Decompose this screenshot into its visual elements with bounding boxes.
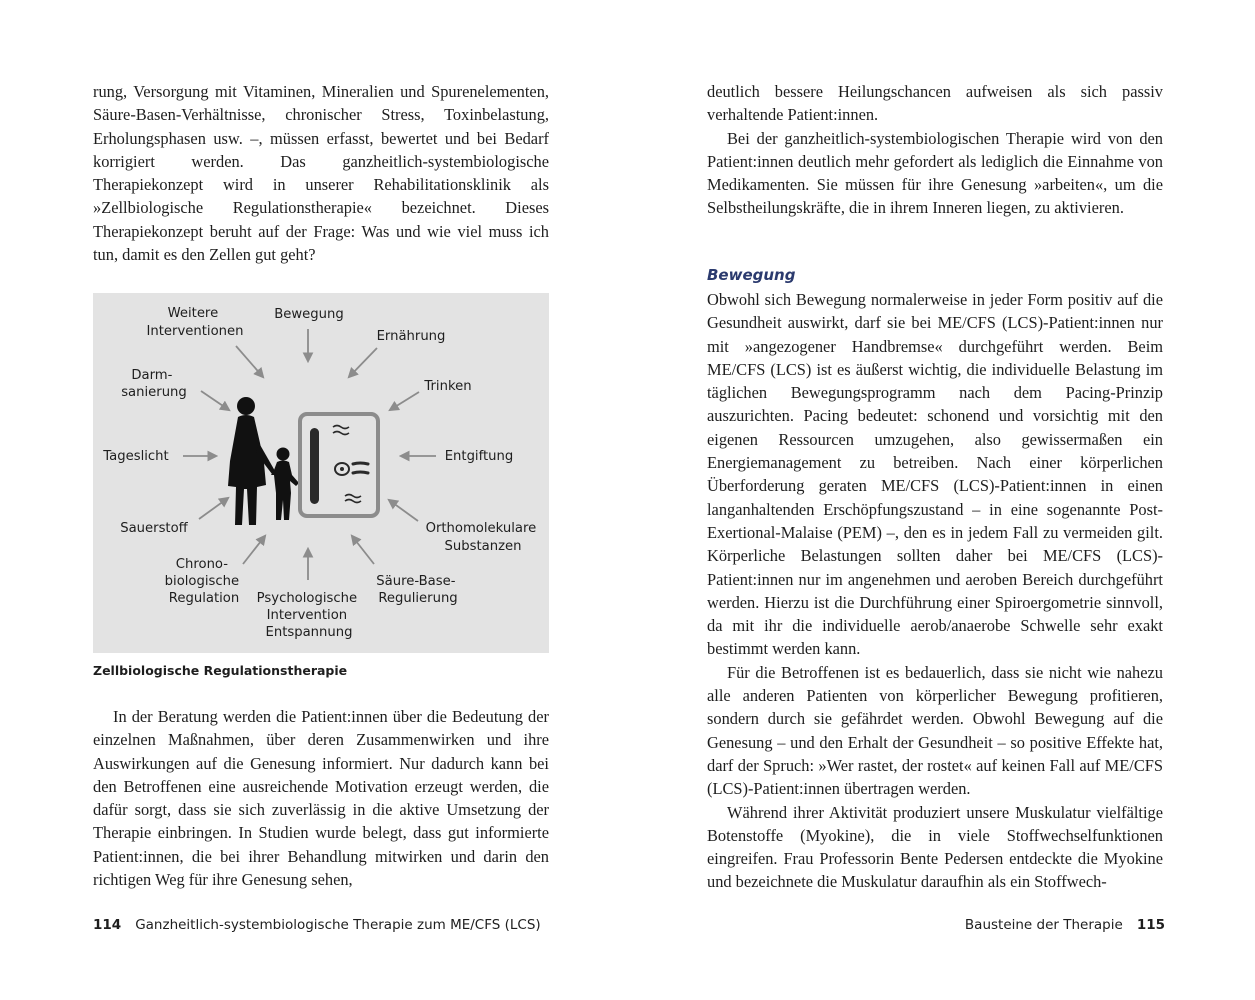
label-darm: Darm- sanierung (121, 368, 187, 400)
right-footer (965, 917, 1165, 933)
figure-svg (93, 293, 549, 653)
right-main-text (707, 288, 1163, 894)
cell-icon (300, 414, 378, 516)
arrow-ernaehrung (349, 348, 377, 377)
arrow-weitere (236, 346, 263, 377)
arrow-ortho (389, 500, 418, 521)
label-ernaehrung: Ernährung (376, 329, 446, 344)
arrow-sauerstoff (199, 498, 228, 519)
section-heading: Bewegung (707, 266, 796, 284)
label-entgiftung: Entgiftung (444, 449, 514, 464)
left-page (0, 0, 627, 1000)
label-saeure: Säure-Base- Regulierung (376, 574, 458, 606)
left-bottom-paragraph: In der Beratung werden die Patient:innen über die Bedeutung der einzelnen Maßnahmen, über deren Zusammenwirken und ihre Auswirkungen auf die Genesung informiert. Nur dadurch kann bei den Betroffenen eine ausreichende Motivation erzeugt werden, die dafür sorgt, dass sie sich zuverlässig in die aktive Umsetzung der Therapie einbringen. In Studien wurde belegt, dass gut informierte Patient:innen, die bei ihrer Behandlung mitwirken und darin den richtigen Weg für ihre Genesung sehen, (93, 707, 549, 890)
left-top-paragraph: rung, Versorgung mit Vitaminen, Mineralien und Spurenelementen, Säure-Basen-Verhältnisse, chronischer Stress, Toxinbelastung, Erholungsphasen usw. –, müssen erfasst, bewertet und bei Bedarf korrigiert werden. Das ganzheitlich-systembiologische Therapiekonzept wird in unserer Rehabilitationsklinik als »Zellbiologische Regulationstherapie« bezeichnet. Dieses Therapiekonzept beruht auf der Frage: Was und wie viel muss ich tun, damit es den Zellen gut geht? (93, 82, 549, 265)
left-running-title: Ganzheitlich-systembiologische Therapie zum ME/CFS (LCS) (135, 917, 541, 933)
left-bottom-text (93, 705, 549, 891)
label-tageslicht: Tageslicht (103, 449, 169, 464)
label-weitere: Weitere Interventionen (146, 306, 244, 339)
label-psycho: Psychologische Intervention Entspannung (256, 591, 358, 640)
arrow-chrono (243, 536, 265, 564)
arrow-trinken (390, 392, 419, 410)
right-page (627, 0, 1255, 1000)
right-top-paragraph-2: Bei der ganzheitlich-systembiologischen Therapie wird von den Patient:innen deutlich mehr gefordert als lediglich die Einnahme von Medikamenten. Sie müssen für ihre Genesung »arbeiten«, um die Selbstheilungskräfte, die in ihrem Inneren liegen, zu aktivieren. (707, 128, 1163, 218)
right-paragraph-3: Während ihrer Aktivität produziert unsere Muskulatur vielfältige Botenstoffe (Myokine), die in viele Stoffwechselfunktionen eingreifen. Frau Professorin Bente Pedersen entdeckte die Myokine und bezeichnete die Muskulatur daraufhin als ein Stoffwech- (707, 802, 1163, 892)
left-page-number: 114 (93, 917, 122, 933)
label-trinken: Trinken (424, 379, 472, 394)
left-footer (93, 917, 541, 933)
left-top-text (93, 80, 549, 266)
arrow-darm (201, 391, 229, 410)
label-ortho: Orthomolekulare Substanzen (425, 521, 537, 554)
right-page-number: 115 (1136, 917, 1165, 933)
right-paragraph-2: Für die Betroffenen ist es bedauerlich, dass sie nicht wie nahezu alle anderen Patienten von körperlicher Bewegung profitieren, sondern durch sie gefährdet werden. Obwohl Bewegung auf die Genesung – und den Erhalt der Gesundheit – so positive Effekte hat, darf der Spruch: »Wer rastet, der rostet« auf keinen Fall auf ME/CFS (LCS)-Patient:innen übertragen werden. (707, 662, 1163, 799)
right-paragraph-1: Obwohl sich Bewegung normalerweise in jeder Form positiv auf die Gesundheit auswirkt, darf sie bei ME/CFS (LCS)-Patient:innen nur mit »angezogener Handbremse« durchgeführt werden. Beim ME/CFS (LCS) ist es äußerst wichtig, die individuelle Belastung im täglichen Bewegungsprogramm nach dem Pacing-Prinzip auszurichten. Pacing bedeutet: schonend und vorsichtig mit den eigenen Ressourcen umzugehen, also gewissermaßen ein Energiemanagement zu betreiben. Nach einer körperlichen Überforderung geraten ME/CFS (LCS)-Patient:innen in einen langanhaltenden Erschöpfungszustand – in eine sogenannte Post-Exertional-Malaise (PEM) –, den es in jedem Fall zu vermeiden gilt. Körperliche Belastungen sollten daher bei ME/CFS (LCS)-Patient:innen nur im angenehmen und aeroben Bereich durchgeführt werden. Hierzu ist die Durchführung einer Spiroergometrie sinnvoll, da mit ihr die individuelle aerob/anaerobe Schwelle sehr exakt bestimmt werden kann. (707, 290, 1163, 659)
regulation-therapy-figure (93, 293, 549, 653)
right-top-text (707, 80, 1163, 220)
mother-child-silhouette-icon (228, 397, 299, 525)
right-top-paragraph-1: deutlich bessere Heilungschancen aufweisen als sich passiv verhaltende Patient:innen. (707, 82, 1163, 125)
label-bewegung: Bewegung (274, 307, 344, 322)
label-chrono: Chrono- biologische Regulation (164, 557, 240, 606)
arrow-saeure (352, 536, 374, 564)
figure-caption: Zellbiologische Regulationstherapie (93, 663, 348, 678)
label-sauerstoff: Sauerstoff (120, 521, 188, 536)
right-running-title: Bausteine der Therapie (964, 917, 1123, 933)
